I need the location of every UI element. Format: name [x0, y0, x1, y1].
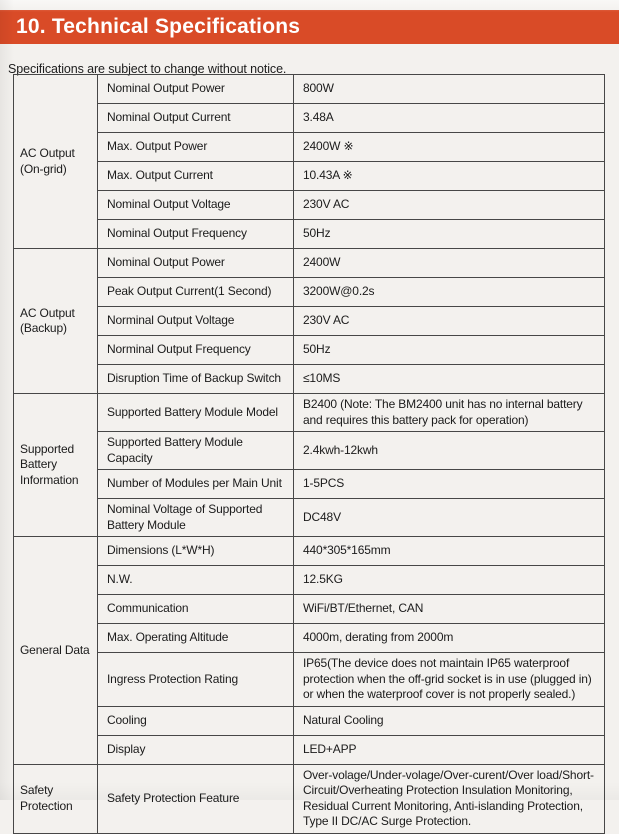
table-row	[14, 537, 605, 566]
value-cell: 2400W ※	[294, 133, 605, 162]
spec-table-body	[14, 75, 605, 834]
value-cell: B2400 (Note: The BM2400 unit has no internal battery and requires this battery pack for operation)	[294, 394, 605, 432]
value-cell: 3200W@0.2s	[294, 278, 605, 307]
table-row	[14, 220, 605, 249]
parameter-cell: Disruption Time of Backup Switch	[98, 365, 294, 394]
category-cell: Safety Protection	[14, 764, 98, 833]
parameter-cell: N.W.	[98, 566, 294, 595]
category-cell: AC Output (On-grid)	[14, 75, 98, 249]
table-row	[14, 595, 605, 624]
table-row	[14, 432, 605, 470]
table-row	[14, 191, 605, 220]
value-cell: 2.4kwh-12kwh	[294, 432, 605, 470]
table-row	[14, 307, 605, 336]
table-row	[14, 336, 605, 365]
parameter-cell: Cooling	[98, 706, 294, 735]
parameter-cell: Dimensions (L*W*H)	[98, 537, 294, 566]
value-cell: 440*305*165mm	[294, 537, 605, 566]
spec-table	[13, 74, 605, 834]
parameter-cell: Nominal Output Power	[98, 75, 294, 104]
parameter-cell: Supported Battery Module Capacity	[98, 432, 294, 470]
value-cell: 230V AC	[294, 307, 605, 336]
parameter-cell: Ingress Protection Rating	[98, 653, 294, 707]
value-cell: 50Hz	[294, 220, 605, 249]
parameter-cell: Supported Battery Module Model	[98, 394, 294, 432]
parameter-cell: Max. Output Current	[98, 162, 294, 191]
value-cell: ≤10MS	[294, 365, 605, 394]
table-row	[14, 278, 605, 307]
category-cell: Supported Battery Information	[14, 394, 98, 537]
value-cell: 800W	[294, 75, 605, 104]
parameter-cell: Safety Protection Feature	[98, 764, 294, 833]
table-row	[14, 499, 605, 537]
table-row	[14, 162, 605, 191]
page-title: 10. Technical Specifications	[16, 15, 301, 38]
table-row	[14, 624, 605, 653]
table-row	[14, 104, 605, 133]
parameter-cell: Norminal Output Frequency	[98, 336, 294, 365]
value-cell: IP65(The device does not maintain IP65 waterproof protection when the off-grid socket is in use (plugged in) or when the waterproof cover is not properly sealed.)	[294, 653, 605, 707]
parameter-cell: Display	[98, 735, 294, 764]
value-cell: 2400W	[294, 249, 605, 278]
value-cell: WiFi/BT/Ethernet, CAN	[294, 595, 605, 624]
value-cell: 50Hz	[294, 336, 605, 365]
value-cell: DC48V	[294, 499, 605, 537]
table-row	[14, 706, 605, 735]
parameter-cell: Max. Output Power	[98, 133, 294, 162]
parameter-cell: Communication	[98, 595, 294, 624]
parameter-cell: Nominal Output Power	[98, 249, 294, 278]
table-row	[14, 75, 605, 104]
disclaimer-text: Specifications are subject to change without notice.	[8, 61, 287, 76]
value-cell: Natural Cooling	[294, 706, 605, 735]
table-row	[14, 470, 605, 499]
value-cell: LED+APP	[294, 735, 605, 764]
section-header-bar	[0, 10, 619, 44]
table-row	[14, 653, 605, 707]
category-cell: General Data	[14, 537, 98, 765]
parameter-cell: Number of Modules per Main Unit	[98, 470, 294, 499]
value-cell: Over-volage/Under-volage/Over-curent/Over load/Short-Circuit/Overheating Protection Insulation Monitoring, Residual Current Monitoring, Anti-islanding Protection, Type II DC/AC Surge Protection.	[294, 764, 605, 833]
parameter-cell: Nominal Output Voltage	[98, 191, 294, 220]
table-row	[14, 365, 605, 394]
value-cell: 4000m, derating from 2000m	[294, 624, 605, 653]
value-cell: 3.48A	[294, 104, 605, 133]
parameter-cell: Nominal Output Current	[98, 104, 294, 133]
parameter-cell: Nominal Output Frequency	[98, 220, 294, 249]
parameter-cell: Nominal Voltage of Supported Battery Module	[98, 499, 294, 537]
table-row	[14, 566, 605, 595]
table-row	[14, 133, 605, 162]
value-cell: 1-5PCS	[294, 470, 605, 499]
parameter-cell: Max. Operating Altitude	[98, 624, 294, 653]
parameter-cell: Norminal Output Voltage	[98, 307, 294, 336]
table-row	[14, 249, 605, 278]
table-row	[14, 764, 605, 833]
value-cell: 230V AC	[294, 191, 605, 220]
table-row	[14, 735, 605, 764]
parameter-cell: Peak Output Current(1 Second)	[98, 278, 294, 307]
value-cell: 12.5KG	[294, 566, 605, 595]
value-cell: 10.43A ※	[294, 162, 605, 191]
table-row	[14, 394, 605, 432]
category-cell: AC Output (Backup)	[14, 249, 98, 394]
